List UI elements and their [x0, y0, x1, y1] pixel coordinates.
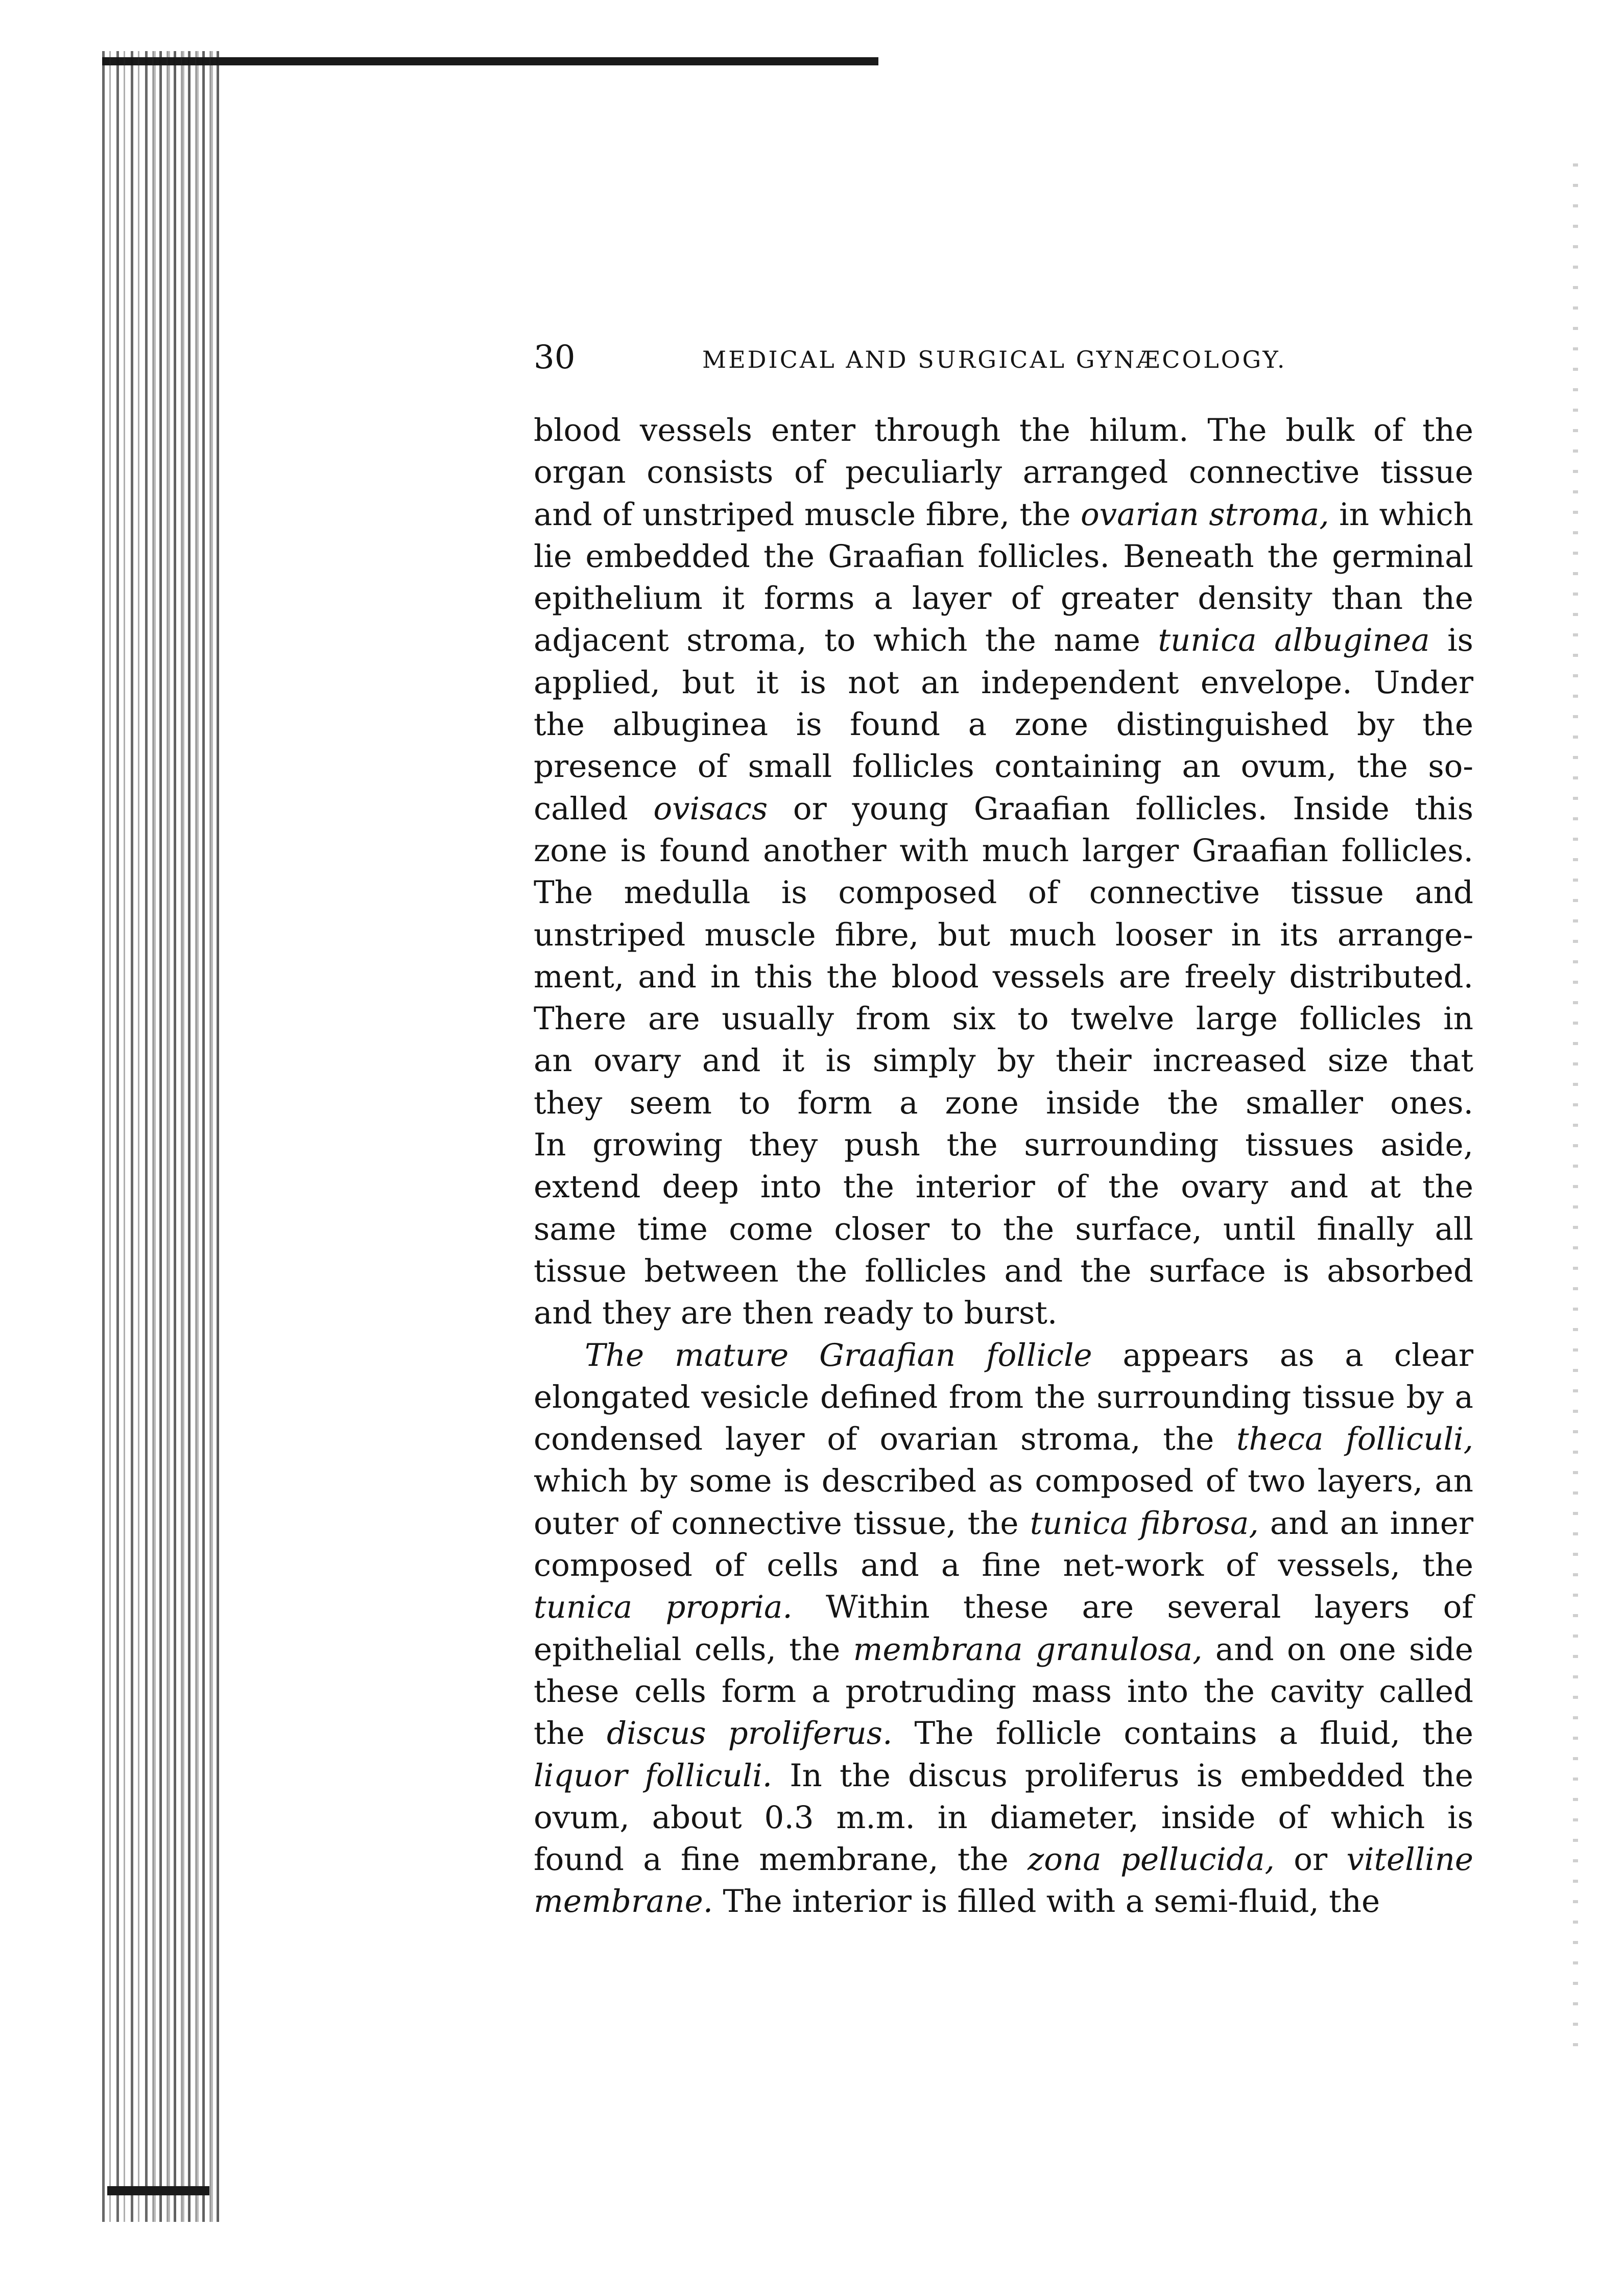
text-line: [534, 1377, 1473, 1418]
text-line: [534, 1503, 1473, 1545]
italic-term: ovisacs: [653, 790, 768, 827]
page-number: 30: [534, 339, 576, 376]
text-line: [534, 1881, 1473, 1923]
text-line: [534, 998, 1473, 1040]
text-run: condensed layer of ovarian stroma, the: [534, 1421, 1237, 1458]
text-run: extend deep into the interior of the ovary and at the: [534, 1169, 1473, 1205]
text-line: [534, 1545, 1473, 1586]
text-run: ment, and in this the blood vessels are freely distributed.: [534, 958, 1473, 995]
text-line: [534, 704, 1473, 746]
text-run: and they are then ready to burst.: [534, 1295, 1058, 1332]
text-line: [534, 410, 1473, 452]
text-run: There are usually from six to twelve large follicles in: [534, 1001, 1473, 1037]
text-run: outer of connective tissue, the: [534, 1505, 1030, 1542]
text-run: applied, but it is not an independent envelope. Under: [534, 664, 1473, 701]
text-run: is: [1429, 622, 1473, 659]
text-run: In growing they push the surrounding tissues aside,: [534, 1127, 1473, 1164]
text-line: [534, 872, 1473, 914]
text-run: these cells form a protruding mass into the cavity called: [534, 1673, 1473, 1710]
text-line: [534, 1629, 1473, 1671]
text-line: [534, 788, 1473, 830]
binding-foot-mark: [107, 2186, 209, 2195]
text-line: [534, 620, 1473, 661]
text-run: composed of cells and a fine net-work of vessels, the: [534, 1547, 1473, 1584]
text-run: epithelial cells, the: [534, 1631, 853, 1668]
text-run: or young Graafian follicles. Inside this: [768, 790, 1473, 827]
text-run: or: [1274, 1841, 1347, 1878]
text-run: which by some is described as composed of two layers, an: [534, 1463, 1473, 1500]
text-run: and of unstriped muscle fibre, the: [534, 496, 1081, 533]
italic-term: tunica albuginea: [1158, 622, 1430, 659]
text-run: found a fine membrane, the: [534, 1841, 1028, 1878]
text-run: tissue between the follicles and the surface is absorbed: [534, 1252, 1473, 1289]
text-run: they seem to form a zone inside the smaller ones.: [534, 1084, 1473, 1121]
text-line: [534, 1797, 1473, 1839]
italic-term: theca folliculi,: [1236, 1421, 1473, 1458]
italic-term: zona pellucida,: [1028, 1841, 1275, 1878]
running-head: MEDICAL AND SURGICAL GYNÆCOLOGY.: [702, 346, 1287, 373]
italic-term: membrana granulosa,: [853, 1631, 1203, 1668]
right-edge-specks: [1573, 163, 1578, 2053]
text-line: [534, 1586, 1473, 1628]
text-run: The interior is filled with a semi-fluid, the: [713, 1883, 1380, 1920]
text-run: blood vessels enter through the hilum. The bulk of the: [534, 412, 1473, 448]
text-run: Within these are several layers of: [792, 1589, 1473, 1626]
italic-term: discus proliferus.: [606, 1715, 893, 1752]
italic-term: ovarian stroma,: [1080, 496, 1329, 533]
text-run: an ovary and it is simply by their increased size that: [534, 1043, 1473, 1079]
italic-term: liquor folliculi.: [534, 1757, 773, 1794]
text-line: [534, 1839, 1473, 1881]
text-run: In the discus proliferus is embedded the: [772, 1757, 1473, 1794]
text-line: [534, 1292, 1473, 1334]
text-line: [534, 1460, 1473, 1502]
text-run: zone is found another with much larger Graafian follicles.: [534, 832, 1473, 869]
text-line: [534, 1335, 1473, 1377]
text-line: [534, 1082, 1473, 1124]
text-line: [534, 1755, 1473, 1797]
text-run: organ consists of peculiarly arranged connective tissue: [534, 454, 1473, 491]
text-run: called: [534, 790, 654, 827]
italic-term: The mature Graafian follicle: [585, 1337, 1092, 1373]
text-run: The medulla is composed of connective tissue and: [534, 874, 1473, 911]
text-run: adjacent stroma, to which the name: [534, 622, 1158, 659]
text-run: same time come closer to the surface, until finally all: [534, 1211, 1473, 1247]
page-header: [534, 335, 1478, 381]
text-line: [534, 1671, 1473, 1713]
text-run: appears as a clear: [1092, 1337, 1473, 1373]
text-line: [534, 662, 1473, 704]
italic-term: vitelline: [1346, 1841, 1473, 1878]
text-run: unstriped muscle fibre, but much looser in its arrange-: [534, 916, 1473, 953]
text-line: [534, 1209, 1473, 1250]
text-line: [534, 1040, 1473, 1082]
text-line: [534, 746, 1473, 788]
text-line: [534, 1250, 1473, 1292]
text-line: [534, 1124, 1473, 1166]
body-text: [534, 410, 1473, 1923]
text-run: presence of small follicles containing an ovum, the so-: [534, 748, 1473, 785]
text-line: [534, 1713, 1473, 1755]
text-run: in which: [1329, 496, 1473, 533]
text-run: ovum, about 0.3 m.m. in diameter, inside of which is: [534, 1799, 1473, 1836]
text-line: [534, 914, 1473, 956]
text-run: lie embedded the Graafian follicles. Beneath the germinal: [534, 538, 1473, 575]
text-line: [534, 956, 1473, 998]
text-run: elongated vesicle defined from the surrounding tissue by a: [534, 1379, 1473, 1415]
text-line: [534, 1418, 1473, 1460]
text-line: [534, 452, 1473, 493]
text-run: The follicle contains a fluid, the: [892, 1715, 1473, 1752]
text-line: [534, 1166, 1473, 1208]
binding-shadow: [153, 51, 225, 2222]
text-run: epithelium it forms a layer of greater density than the: [534, 580, 1473, 617]
text-run: and an inner: [1258, 1505, 1474, 1542]
text-line: [534, 536, 1473, 578]
italic-term: tunica propria.: [534, 1589, 793, 1626]
text-line: [534, 830, 1473, 872]
text-line: [534, 578, 1473, 620]
italic-term: membrane.: [534, 1883, 713, 1920]
text-line: [534, 494, 1473, 536]
text-run: the albuginea is found a zone distinguished by the: [534, 706, 1473, 743]
text-run: and on one side: [1202, 1631, 1473, 1668]
text-run: the: [534, 1715, 607, 1752]
italic-term: tunica fibrosa,: [1030, 1505, 1259, 1542]
